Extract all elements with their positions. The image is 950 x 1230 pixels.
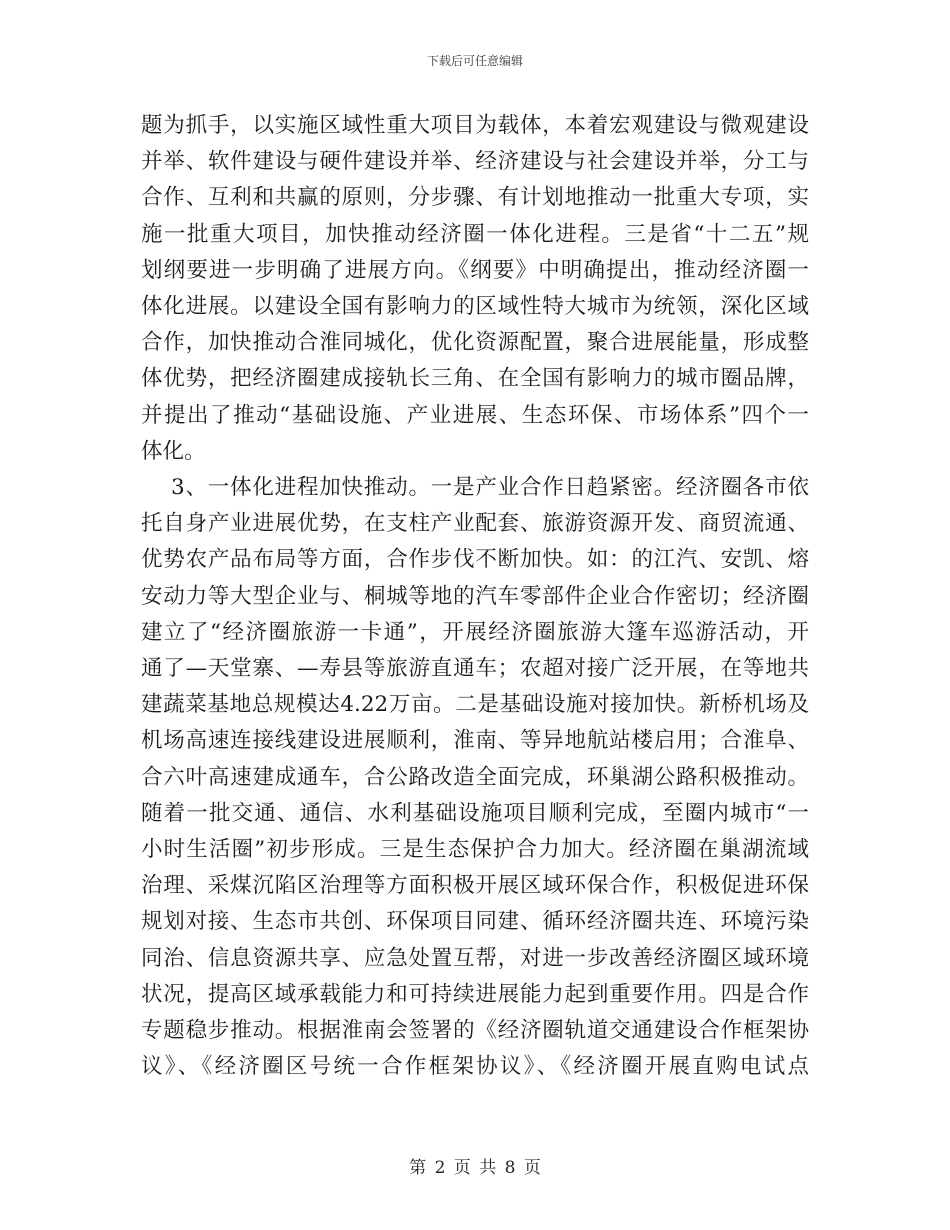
page-header: 下载后可任意编辑 [426,54,523,68]
text-line: 体化。 [141,438,206,464]
text-line: 划纲要进一步明确了进展方向。《纲要》中明确提出，推动经济圈一 [141,257,809,283]
text-line: 并举、软件建设与硬件建设并举、经济建设与社会建设并举，分工与 [141,149,809,175]
text-line: 通了—天堂寨、—寿县等旅游直通车；农超对接广泛开展，在等地共 [141,656,809,682]
text-line: 专题稳步推动。根据淮南会签署的《经济圈轨道交通建设合作框架协 [141,1018,809,1044]
page-number-footer: 第 2 页 共 8 页 [409,1158,541,1178]
document-body [141,108,809,1085]
text-line: 优势农产品布局等方面，合作步伐不断加快。如：的江汽、安凯、熔 [141,547,809,573]
text-line: 规划对接、生态市共创、环保项目同建、循环经济圈共连、环境污染 [141,909,809,935]
text-line: 合作、互利和共赢的原则，分步骤、有计划地推动一批重大专项，实 [141,185,809,211]
text-line: 建立了“经济圈旅游一卡通”，开展经济圈旅游大篷车巡游活动，开 [141,619,809,645]
text-line: 随着一批交通、通信、水利基础设施项目顺利完成，至圈内城市“一 [141,800,809,826]
text-line: 议》、《经济圈区号统一合作框架协议》、《经济圈开展直购电试点 [141,1054,809,1080]
text-line: 并提出了推动“基础设施、产业进展、生态环保、市场体系”四个一 [141,402,809,428]
text-line: 机场高速连接线建设进展顺利，淮南、等异地航站楼启用；合淮阜、 [141,728,809,754]
text-line: 合作，加快推动合淮同城化，优化资源配置，聚合进展能量，形成整 [141,330,809,356]
text-line: 状况，提高区域承载能力和可持续进展能力起到重要作用。四是合作 [141,981,809,1007]
text-line: 治理、采煤沉陷区治理等方面积极开展区域环保合作，积极促进环保 [141,873,809,899]
paragraph-first-line: 3、一体化进程加快推动。一是产业合作日趋紧密。经济圈各市依 [171,475,809,501]
text-line: 体化进展。以建设全国有影响力的区域性特大城市为统领，深化区域 [141,294,809,320]
text-line: 合六叶高速建成通车，合公路改造全面完成，环巢湖公路积极推动。 [141,764,809,790]
text-line: 托自身产业进展优势，在支柱产业配套、旅游资源开发、商贸流通、 [141,511,809,537]
text-line: 建蔬菜基地总规模达4.22万亩。二是基础设施对接加快。新桥机场及 [141,692,809,718]
text-line: 小时生活圈”初步形成。三是生态保护合力加大。经济圈在巢湖流域 [141,837,809,863]
text-line: 同治、信息资源共享、应急处置互帮，对进一步改善经济圈区域环境 [141,945,809,971]
text-line: 施一批重大项目，加快推动经济圈一体化进程。三是省“十二五”规 [141,221,809,247]
text-line: 安动力等大型企业与、桐城等地的汽车零部件企业合作密切；经济圈 [141,583,809,609]
text-line: 体优势，把经济圈建成接轨长三角、在全国有影响力的城市圈品牌， [141,366,809,392]
text-line: 题为抓手，以实施区域性重大项目为载体，本着宏观建设与微观建设 [141,113,809,138]
